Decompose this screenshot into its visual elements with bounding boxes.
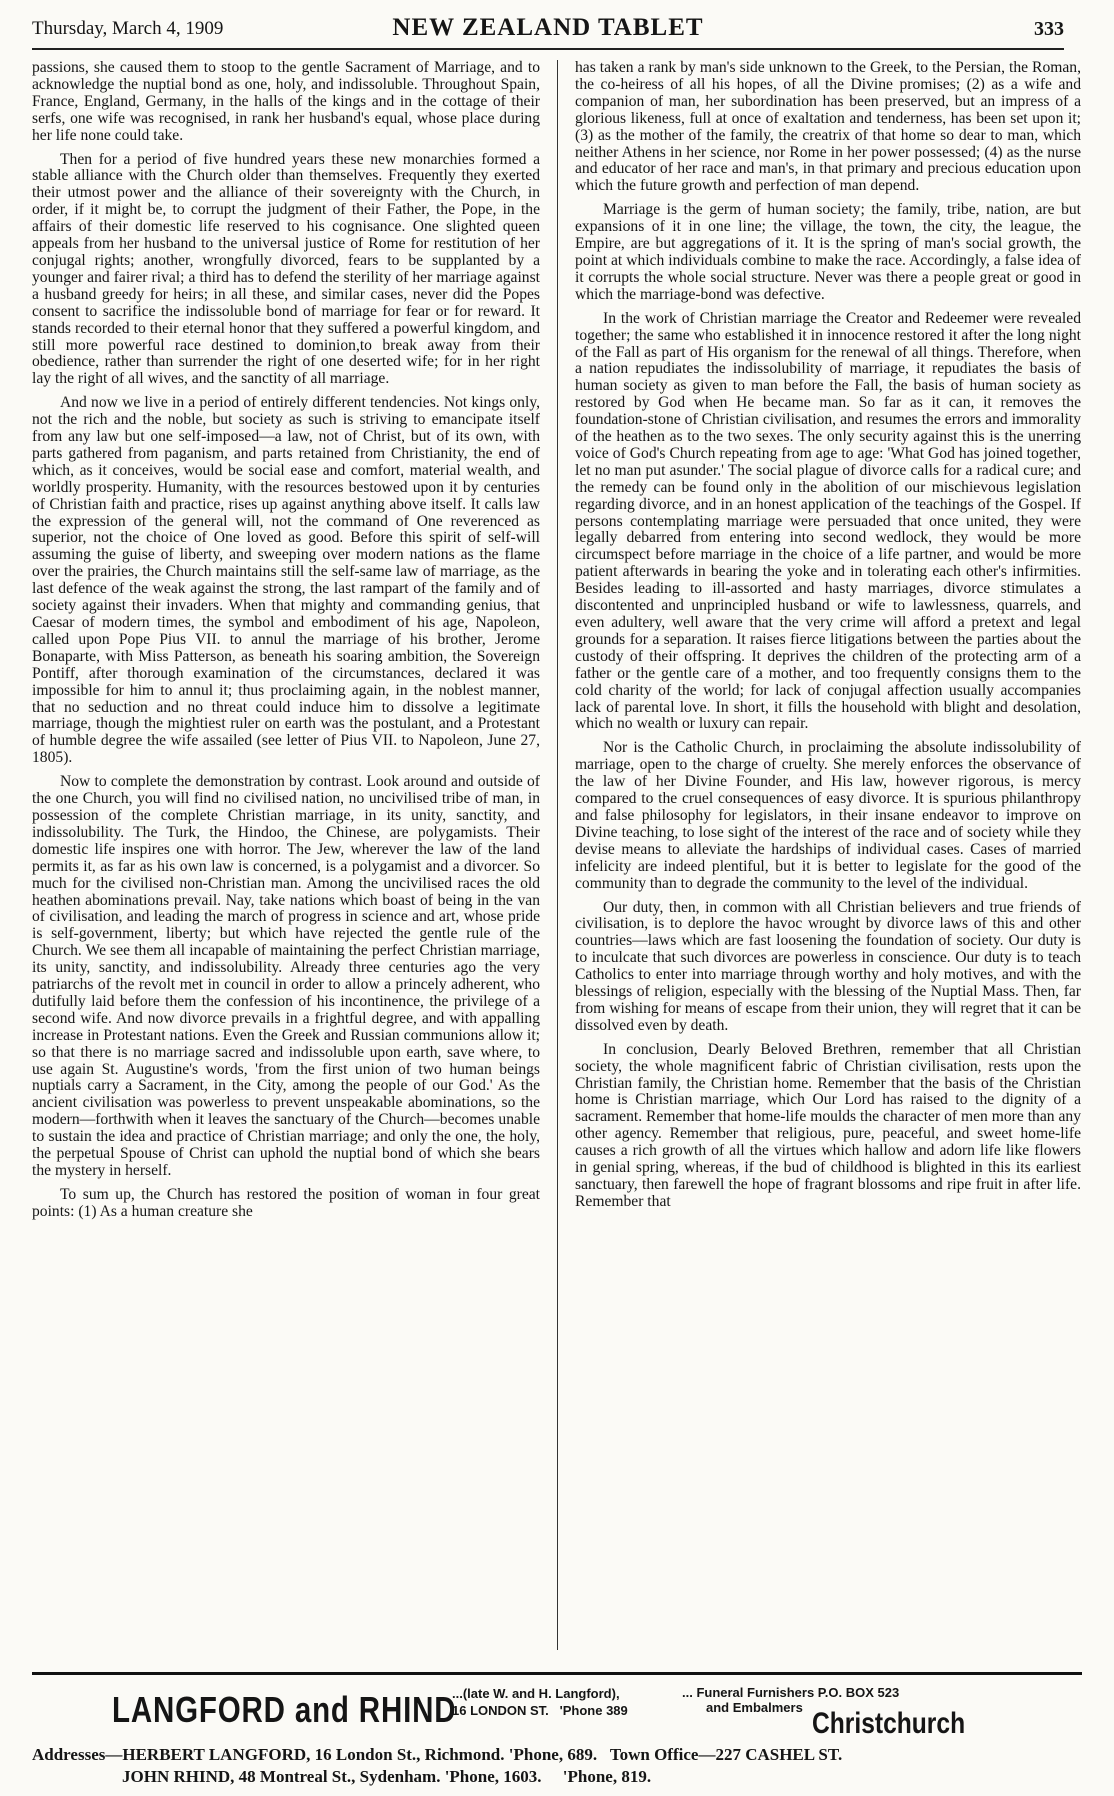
advert-late: ...(late W. and H. Langford), [452, 1686, 620, 1701]
advertisement [32, 1672, 1082, 1791]
paragraph: And now we live in a period of entirely different tendencies. Not kings only, not the rich and the noble, but society as such is striving to emancipate itself from any law but one self-imposed—a law, not of Christ, but of its own, with parts gathered from paganism, and parts retained from Christianity, the end of which, as it conceives, would be social ease and comfort, material wealth, and worldly prosperity. Humanity, with the resources bestowed upon it by centuries of Christian faith and practice, rises up against anything above itself. It calls law the expression of the general will, not the command of One reverenced as superior, not the choice of One loved as good. Before this spirit of self-will assuming the guise of liberty, and sweeping over modern nations as the flame over the prairies, the Church maintains still the self-same law of marriage, as the last defence of the weak against the strong, the last rampart of the family and of society against their invaders. When that mighty and commanding genius, that Caesar of modern times, the symbol and embodiment of his age, Napoleon, called upon Pope Pius VII. to annul the marriage of his brother, Jerome Bonaparte, with Miss Patterson, as beneath his soaring ambition, the Sovereign Pontiff, after thorough examination of the circumstances, declared it was impossible for him to annul it; thus proclaiming again, in the noblest manner, that no seduction and no threat could induce him to dissolve a legitimate marriage, though the mightiest ruler on earth was the postulant, and a Protestant of humble degree the wife assailed (see letter of Pius VII. to Napoleon, June 27, 1805). [32, 394, 540, 767]
issue-date: Thursday, March 4, 1909 [32, 18, 224, 39]
advert-services-2: and Embalmers [706, 1700, 803, 1715]
advert-town-office: Town Office—227 CASHEL ST. [609, 1745, 843, 1764]
advert-details [452, 1685, 628, 1719]
paragraph: has taken a rank by man's side unknown to the Greek, to the Persian, the Roman, the co-heiress of all his hopes, of all the Divine promises; (2) as a wife and companion of man, her subordination has been preserved, but an impress of a glorious likeness, full at once of exaltation and tenderness, has been set upon it; (3) as the mother of the family, the creatrix of that home so dear to man, which neither Athens in her science, nor Rome in her power possessed; (4) as the nurse and educator of her race and man's, in that primary and precious education upon which the future growth and perfection of man depend. [575, 60, 1081, 195]
page-header [32, 14, 1064, 50]
advert-phone: 'Phone 389 [559, 1703, 628, 1718]
advert-address-2 [122, 1767, 651, 1787]
advert-address-1 [32, 1745, 842, 1765]
paragraph: To sum up, the Church has restored the position of woman in four great points: (1) As a human creature she [32, 1185, 540, 1220]
paragraph: Marriage is the germ of human society; the family, tribe, nation, are but expansions of it in one line; the village, the town, the city, the league, the Empire, are but aggregations of it. It is the spring of man's social growth, the point at which individuals combine to make the race. Accordingly, a false idea of it corrupts the whole social structure. Never was there a people great or good in which the marriage-bond was defective. [575, 201, 1081, 303]
column-divider [557, 60, 558, 1650]
paragraph: In conclusion, Dearly Beloved Brethren, remember that all Christian society, the whole magnificent fabric of Christian civilisation, rests upon the Christian family, the Christian home. Remember that the basis of the Christian home is Christian marriage, which Our Lord has raised to the dignity of a sacrament. Remember that home-life moulds the character of men more than any other agency. Remember that religious, pure, peaceful, and sweet home-life causes a rich growth of all the virtues which hallow and adorn life like flowers in genial spring, whereas, if the bud of childhood is blighted in this its earliest sanctuary, then farewell the hope of fragrant blossoms and ripe fruit in after life. Remember that [575, 1040, 1081, 1210]
advert-street: 16 LONDON ST. [452, 1703, 549, 1718]
masthead-title: NEW ZEALAND TABLET [392, 14, 704, 41]
advert-town-phone: 'Phone, 819. [562, 1767, 652, 1786]
paragraph: passions, she caused them to stoop to the gentle Sacrament of Marriage, and to acknowledge the nuptial bond as one, holy, and indissoluble. Throughout Spain, France, England, Germany, in the halls of the kings and in the cottage of their serfs, one wife was recognised, in rank her husband's equal, whose place during her life none could take. [32, 60, 540, 144]
paragraph: Our duty, then, in common with all Christian believers and true friends of civilisation, is to deplore the havoc wrought by divorce laws of this and other countries—laws which are fast loosening the foundation of society. Our duty is to inculcate that such divorces are powerless in conscience. Our duty is to teach Catholics to enter into marriage through worthy and holy motives, and with the blessings of religion, especially with the blessing of the Nuptial Mass. Then, far from wishing for means of escape from their union, they will regret that it can be dissolved even by death. [575, 898, 1081, 1034]
advert-address-herbert: Addresses—HERBERT LANGFORD, 16 London St., Richmond. 'Phone, 689. [32, 1745, 598, 1764]
advert-brand: LANGFORD and RHIND [112, 1689, 457, 1730]
right-column [575, 60, 1081, 1655]
left-column [32, 60, 540, 1655]
advert-services-1: ... Funeral Furnishers P.O. BOX 523 [682, 1685, 900, 1700]
paragraph: In the work of Christian marriage the Creator and Redeemer were revealed together; the same who established it in innocence restored it after the long night of the Fall as part of His organism for the renewal of all things. Therefore, when a nation repudiates the indissolubility of marriage, it repudiates the basis of human society as given to man before the Fall, the basis of human society as restored by God when He became man. So far as it can, it removes the foundation-stone of Christian civilisation, and resumes the errors and immorality of the heathen as to the two sexes. The only security against this is the unerring voice of God's Church repeating from age to age: 'What God has joined together, let no man put asunder.' The social plague of divorce calls for a radical cure; and the remedy can be found only in the abolition of our mischievous legislation regarding divorce, and in an honest application of the teachings of the Gospel. If persons contemplating marriage were persuaded that once united, they were legally debarred from entering into second wedlock, they would be more circumspect before marriage in the choice of a life partner, and would be more patient afterwards in bearing the yoke and in tolerating each other's infirmities. Besides leading to ill-assorted and hasty marriages, divorce stimulates a discontented and unprincipled husband or wife to lawlessness, quarrels, and even adultery, well aware that the very crime will afford a pretext and legal grounds for a separation. It raises fierce litigations between the parties about the custody of their offspring. It deprives the children of the protecting arm of a father or the gentle care of a mother, and too frequently consigns them to the cold charity of the world; for lack of conjugal affection usually accompanies lack of parental love. In short, it fills the household with blight and desolation, which no wealth or luxury can repair. [575, 309, 1081, 733]
paragraph: Now to complete the demonstration by contrast. Look around and outside of the one Church, you will find no civilised nation, no uncivilised tribe of man, in possession of the complete Christian marriage, in its unity, sanctity, and indissolubility. The Turk, the Hindoo, the Chinese, are polygamists. Their domestic life inspires one with horror. The Jew, wherever the law of the land permits it, as far as his own law is concerned, is a polygamist and a divorcer. So much for the civilised non-Christian man. Among the uncivilised races the old heathen abominations prevail. Nay, take nations which boast of being in the van of civilisation, and leading the march of progress in science and art, whose pride is self-government, liberty; but which have rejected the gentle rule of the Church. We see them all incapable of maintaining the perfect Christian marriage, its unity, sanctity, and indissolubility. Already three centuries ago the very patriarchs of the revolt met in council in order to allow a princely adherent, who dutifully laid before them the confession of his incontinence, the privilege of a second wife. And now divorce prevails in a frightful degree, and with appalling increase in Protestant nations. Even the Greek and Russian communions allow it; so that there is no marriage sacred and indissoluble upon earth, save where, to use again St. Augustine's words, 'from the first union of two human beings nuptials carry a Sacrament, in the City, among the people of our God.' As the ancient civilisation was powerless to prevent unspeakable abominations, so the modern—forthwith when it leaves the sanctuary of the Church—becomes unable to sustain the idea and practice of Christian marriage; and only the one, the holy, the perpetual Spouse of Christ can uphold the nuptial bond of which she bears the mystery in herself. [32, 773, 540, 1179]
advert-address-john: JOHN RHIND, 48 Montreal St., Sydenham. 'Phone, 1603. [122, 1767, 542, 1786]
page-number: 333 [1034, 18, 1064, 40]
paragraph: Then for a period of five hundred years these new monarchies formed a stable alliance with the Church older than themselves. Frequently they exerted their utmost power and the alliance of their sovereignty with the Church, in order, if it might be, to corrupt the judgment of their Father, the Pope, in the affairs of their domestic life reserved to his cognisance. One slighted queen appeals from her husband to the universal justice of Rome for restitution of her conjugal rights; another, wrongfully divorced, fears to be supplanted by a younger and fairer rival; a third has to defend the sterility of her marriage against a husband greedy for heirs; in all these, and similar cases, never did the Popes consent to sacrifice the indissoluble bond of marriage for fear or for reward. It stands recorded to their eternal honor that they suffered a powerful kingdom, and still more powerful race destined to dominion,to break away from their obedience, rather than surrender the right of one deserted wife; for in her right lay the right of all wives, and the sanctity of all marriage. [32, 150, 540, 388]
advert-city: Christchurch [812, 1707, 966, 1740]
paragraph: Nor is the Catholic Church, in proclaiming the absolute indissolubility of marriage, open to the charge of cruelty. She merely enforces the observance of the law of her Divine Founder, and His law, however rigorous, is mercy compared to the cruel consequences of easy divorce. It is spurious philanthropy and false philosophy for legislators, in their insane endeavor to improve on Divine teaching, to lose sight of the interest of the race and of society while they devise means to alleviate the hardships of individual cases. Cases of married infelicity are indeed plentiful, but it is better to legislate for the good of the community than to degrade the community to the level of the individual. [575, 739, 1081, 892]
